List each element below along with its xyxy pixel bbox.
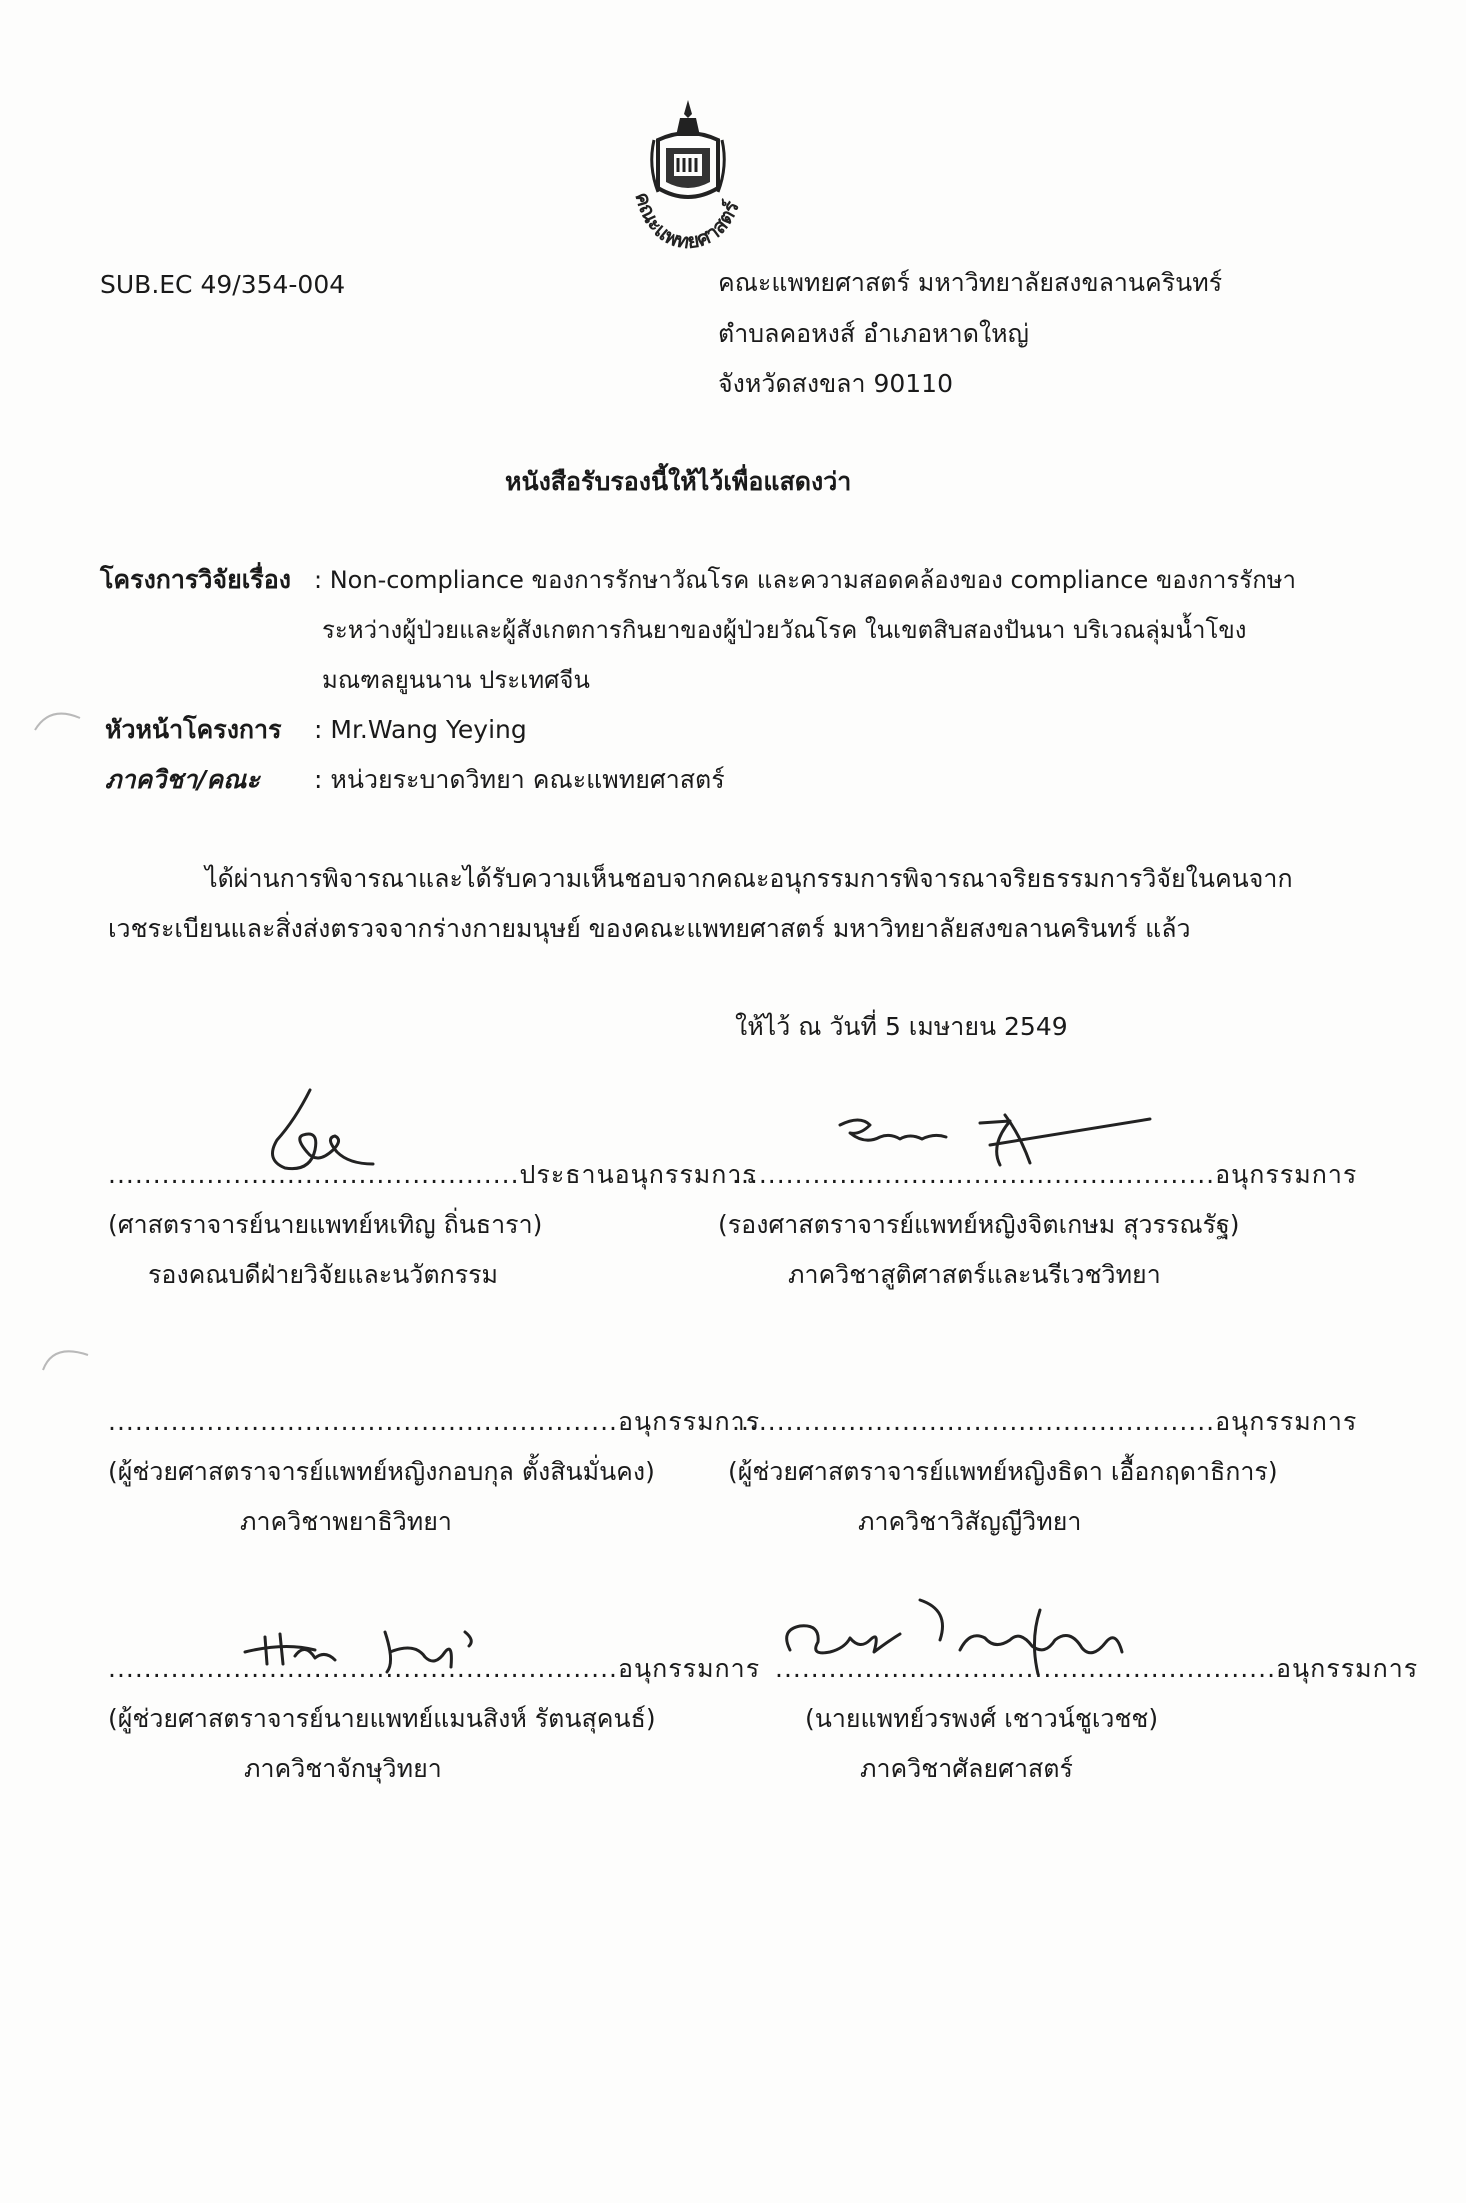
signatory-position-4: ภาควิชาวิสัญญีวิทยา bbox=[858, 1507, 1082, 1536]
signatory-position-2: ภาควิชาสูติศาสตร์และนรีเวชวิทยา bbox=[788, 1260, 1161, 1289]
signature-line-1: ..............................................ประธานอนุกรรมการ bbox=[108, 1160, 757, 1189]
address-line-3: จังหวัดสงขลา 90110 bbox=[718, 369, 953, 398]
document-title: หนังสือรับรองนี้ให้ไว้เพื่อแสดงว่า bbox=[505, 467, 852, 496]
signature-line-4: ......................................................อนุกรรมการ bbox=[732, 1407, 1358, 1436]
signatory-name-5: (ผู้ช่วยศาสตราจารย์นายแพทย์แมนสิงห์ รัตนสุคนธ์) bbox=[108, 1704, 656, 1733]
signatory-position-5: ภาควิชาจักษุวิทยา bbox=[244, 1754, 442, 1783]
signature-line-2: ......................................................อนุกรรมการ bbox=[732, 1160, 1358, 1189]
signature-line-3: .........................................................อนุกรรมการ bbox=[108, 1407, 761, 1436]
project-title-line-1: : Non-compliance ของการรักษาวัณโรค และความสอดคล้องของ compliance ของการรักษา bbox=[314, 566, 1297, 594]
department-label: ภาควิชา/คณะ bbox=[105, 765, 260, 794]
project-title-line-3: มณฑลยูนนาน ประเทศจีน bbox=[322, 666, 590, 694]
body-line-2: เวชระเบียนและสิ่งส่งตรวจจากร่างกายมนุษย์ ของคณะแพทยศาสตร์ มหาวิทยาลัยสงขลานครินทร์ แล้ว bbox=[108, 914, 1191, 943]
signatory-position-6: ภาควิชาศัลยศาสตร์ bbox=[860, 1754, 1073, 1783]
faculty-seal-logo bbox=[618, 96, 758, 256]
signatory-name-3: (ผู้ช่วยศาสตราจารย์แพทย์หญิงกอบกุล ตั้งสินมั่นคง) bbox=[108, 1457, 655, 1486]
signature-line-6: ........................................................อนุกรรมการ bbox=[775, 1654, 1419, 1683]
head-label: หัวหน้าโครงการ bbox=[105, 715, 282, 744]
seal-text: คณะแพทยศาสตร์ bbox=[630, 189, 744, 254]
signatory-position-1: รองคณบดีฝ่ายวิจัยและนวัตกรรม bbox=[148, 1260, 499, 1289]
punch-hole-mark-2 bbox=[38, 1335, 98, 1375]
signatory-name-4: (ผู้ช่วยศาสตราจารย์แพทย์หญิงธิดา เอื้อกฤดาธิการ) bbox=[728, 1457, 1278, 1486]
project-label: โครงการวิจัยเรื่อง bbox=[100, 565, 291, 594]
signatory-name-2: (รองศาสตราจารย์แพทย์หญิงจิตเกษม สุวรรณรัฐ) bbox=[718, 1210, 1240, 1239]
address-line-1: คณะแพทยศาสตร์ มหาวิทยาลัยสงขลานครินทร์ bbox=[718, 268, 1223, 297]
head-value: : Mr.Wang Yeying bbox=[314, 715, 527, 744]
issue-date: ให้ไว้ ณ วันที่ 5 เมษายน 2549 bbox=[735, 1012, 1068, 1041]
signatory-position-3: ภาควิชาพยาธิวิทยา bbox=[240, 1507, 452, 1536]
signature-line-5: .........................................................อนุกรรมการ bbox=[108, 1654, 761, 1683]
punch-hole-mark-1 bbox=[30, 700, 90, 740]
address-line-2: ตำบลคอหงส์ อำเภอหาดใหญ่ bbox=[718, 319, 1029, 348]
signatory-name-6: (นายแพทย์วรพงศ์ เชาวน์ชูเวชช) bbox=[805, 1704, 1159, 1733]
department-value: : หน่วยระบาดวิทยา คณะแพทยศาสตร์ bbox=[314, 765, 725, 794]
project-title-line-2: ระหว่างผู้ป่วยและผู้สังเกตการกินยาของผู้ป่วยวัณโรค ในเขตสิบสองปันนา บริเวณลุ่มน้ำโขง bbox=[322, 616, 1247, 644]
reference-number: SUB.EC 49/354-004 bbox=[100, 270, 346, 299]
body-line-1: ได้ผ่านการพิจารณาและได้รับความเห็นชอบจากคณะอนุกรรมการพิจารณาจริยธรรมการวิจัยในคนจาก bbox=[205, 864, 1293, 893]
signatory-name-1: (ศาสตราจารย์นายแพทย์หเทิญ ถิ่นธารา) bbox=[108, 1210, 543, 1239]
